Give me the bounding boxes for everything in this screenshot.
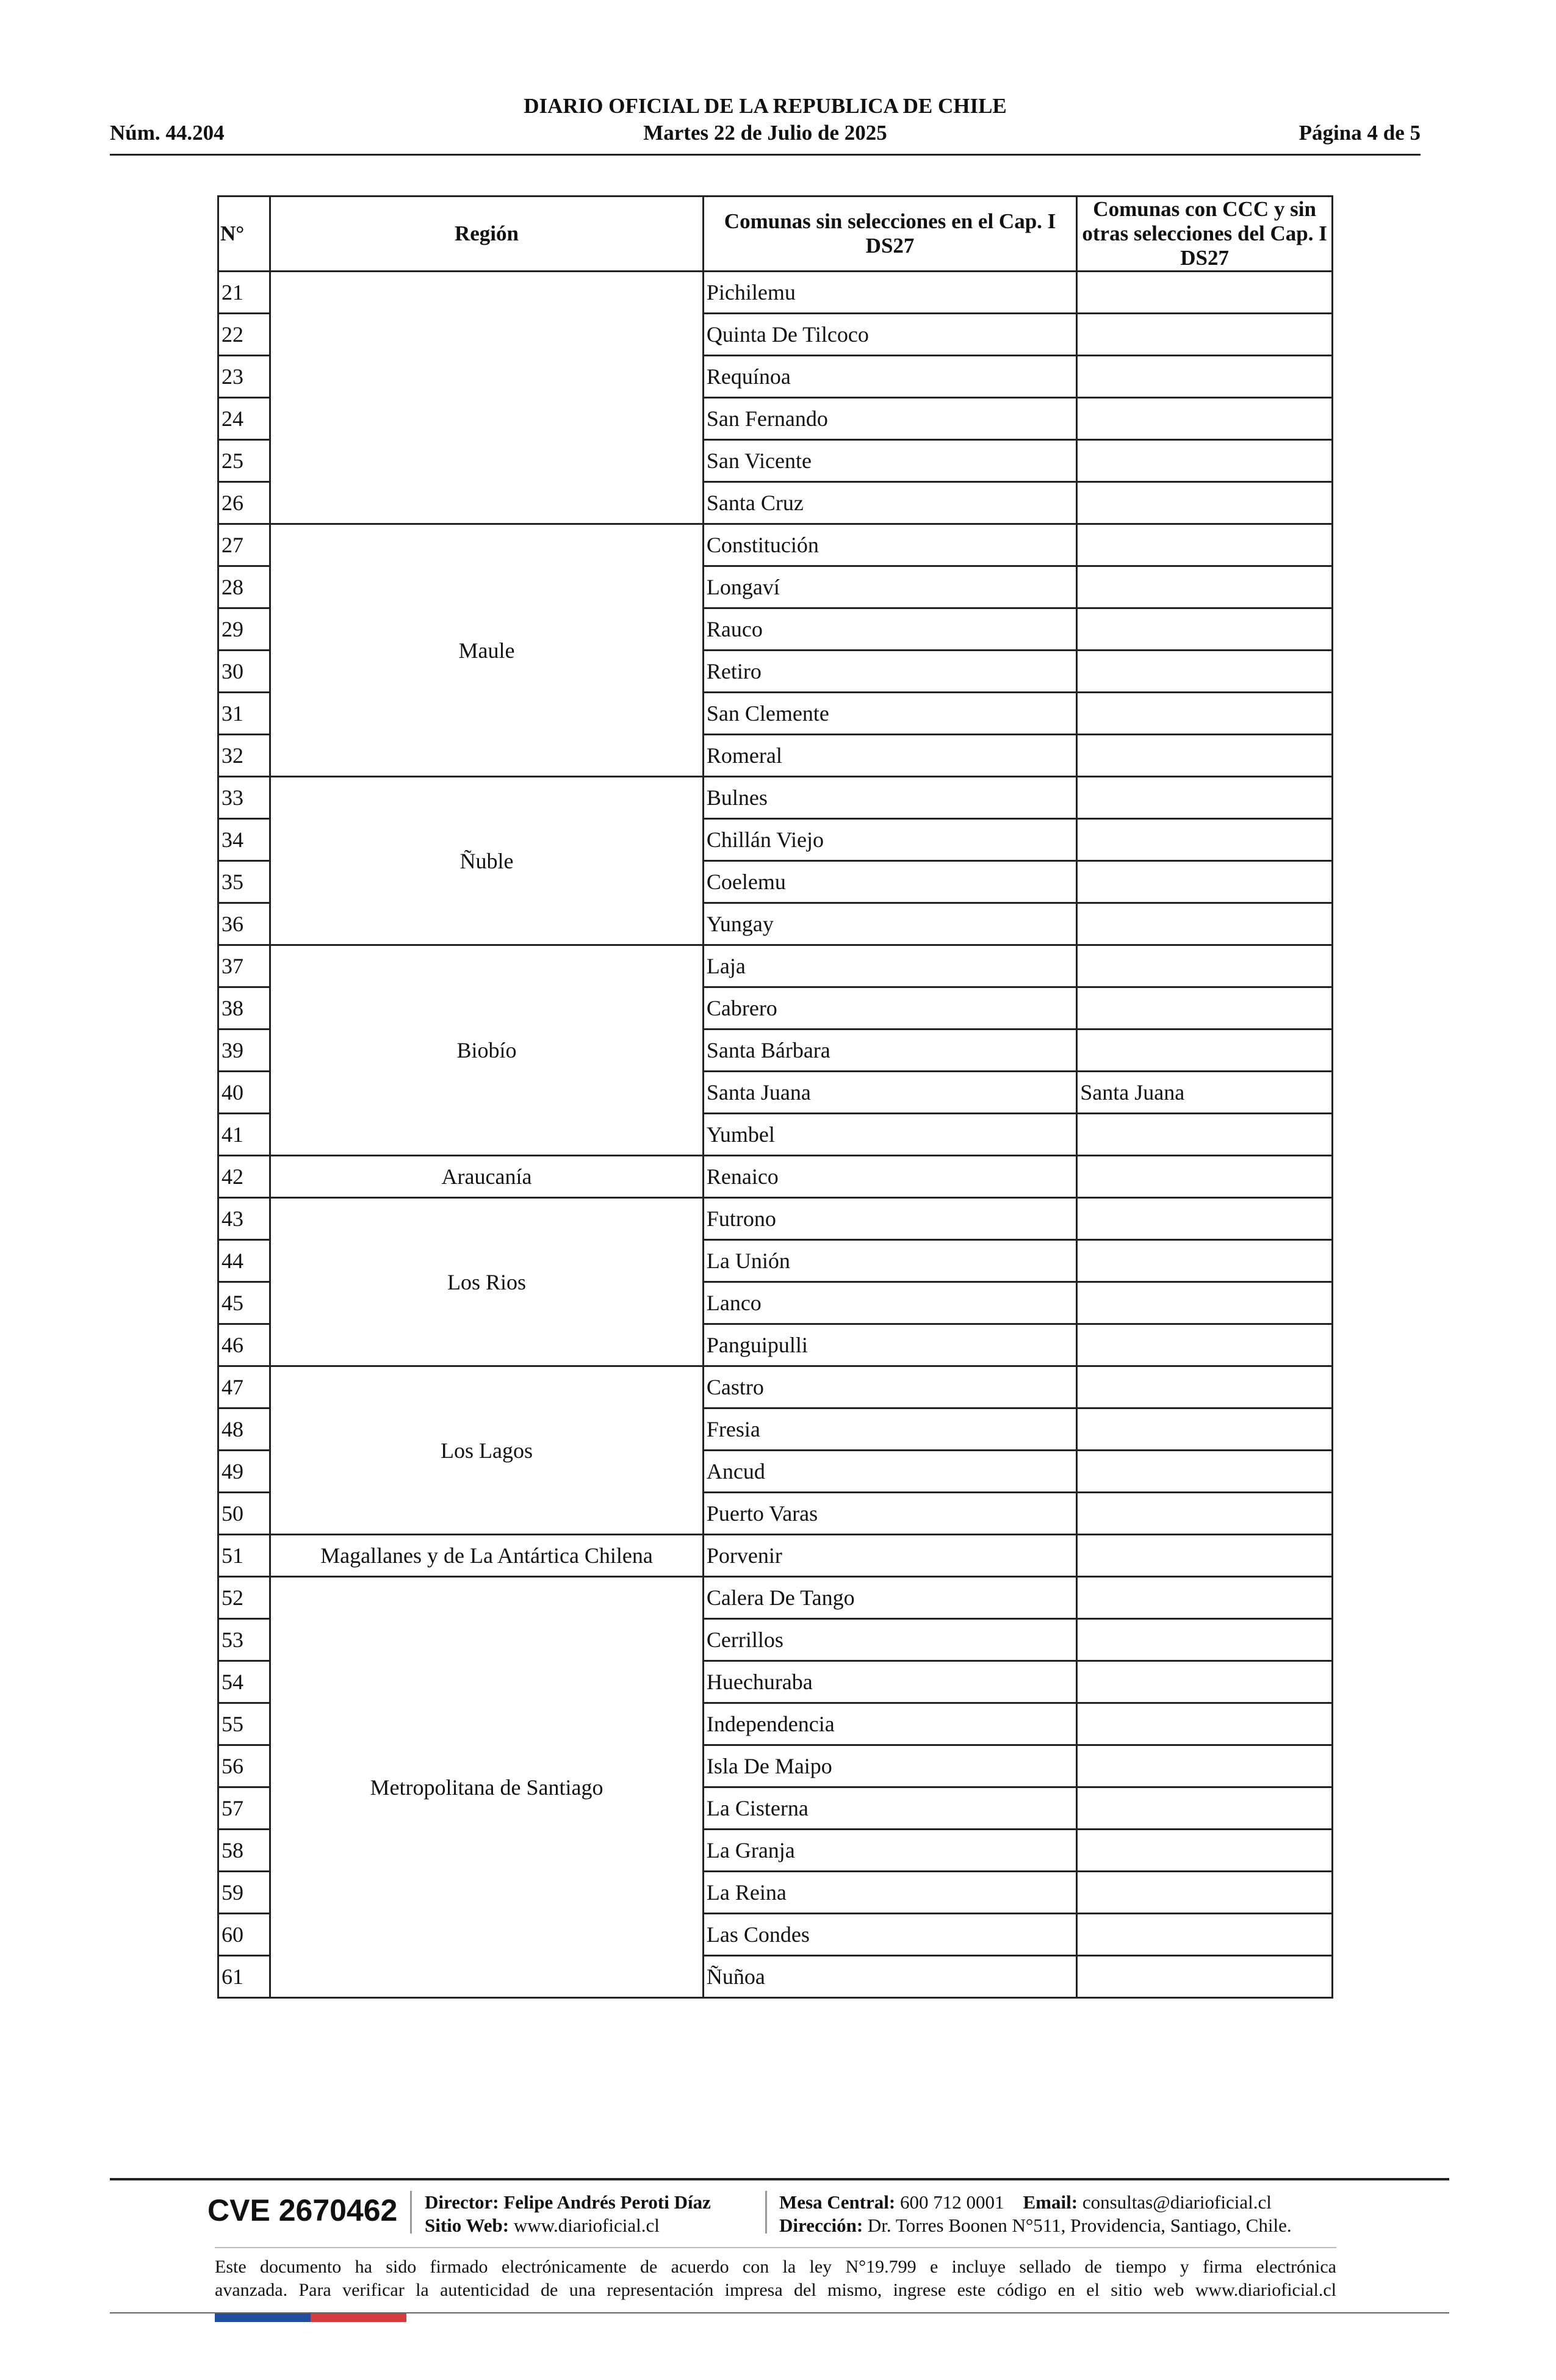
footer-contact-block — [779, 2191, 1292, 2237]
comuna-sin-selecciones: Santa Bárbara — [703, 1030, 1076, 1072]
row-number: 38 — [218, 987, 270, 1030]
comuna-con-ccc — [1077, 1114, 1333, 1156]
comunas-table — [217, 195, 1333, 1999]
comuna-con-ccc — [1077, 314, 1333, 356]
comuna-sin-selecciones: Calera De Tango — [703, 1577, 1076, 1619]
mesa-phone: 600 712 0001 — [900, 2191, 1004, 2213]
row-number: 61 — [218, 1956, 270, 1998]
comuna-sin-selecciones: Cabrero — [703, 987, 1076, 1030]
comuna-sin-selecciones: Fresia — [703, 1408, 1076, 1451]
comuna-con-ccc — [1077, 524, 1333, 566]
comuna-sin-selecciones: Independencia — [703, 1703, 1076, 1745]
comuna-con-ccc — [1077, 1366, 1333, 1408]
table-row — [218, 945, 1333, 987]
comuna-con-ccc — [1077, 1240, 1333, 1282]
comuna-con-ccc — [1077, 1408, 1333, 1451]
row-number: 30 — [218, 651, 270, 693]
row-number: 47 — [218, 1366, 270, 1408]
comuna-con-ccc — [1077, 1956, 1333, 1998]
row-number: 46 — [218, 1324, 270, 1366]
comuna-sin-selecciones: Panguipulli — [703, 1324, 1076, 1366]
footer-separator — [410, 2191, 412, 2234]
comuna-sin-selecciones: Bulnes — [703, 777, 1076, 819]
email-label: Email: — [1023, 2191, 1078, 2213]
comuna-sin-selecciones: Las Condes — [703, 1914, 1076, 1956]
header-center — [110, 93, 1421, 146]
comuna-con-ccc — [1077, 356, 1333, 398]
direccion-value: Dr. Torres Boonen N°511, Providencia, Santiago, Chile. — [867, 2215, 1292, 2236]
comuna-sin-selecciones: Santa Cruz — [703, 482, 1076, 524]
row-number: 32 — [218, 735, 270, 777]
director-name: Felipe Andrés Peroti Díaz — [503, 2191, 711, 2213]
comuna-sin-selecciones: Pichilemu — [703, 272, 1076, 314]
region-cell: Araucanía — [270, 1156, 704, 1198]
footer-separator — [765, 2191, 767, 2234]
comuna-con-ccc — [1077, 1156, 1333, 1198]
region-cell — [270, 272, 704, 524]
comuna-sin-selecciones: Coelemu — [703, 861, 1076, 903]
comuna-sin-selecciones: San Vicente — [703, 440, 1076, 482]
row-number: 53 — [218, 1619, 270, 1661]
row-number: 55 — [218, 1703, 270, 1745]
publication-title: DIARIO OFICIAL DE LA REPUBLICA DE CHILE — [524, 94, 1007, 118]
comuna-sin-selecciones: La Reina — [703, 1872, 1076, 1914]
row-number: 49 — [218, 1451, 270, 1493]
table-body — [218, 272, 1333, 1998]
region-cell: Ñuble — [270, 777, 704, 945]
comuna-sin-selecciones: Laja — [703, 945, 1076, 987]
website-link[interactable]: www.diarioficial.cl — [513, 2215, 660, 2236]
comuna-con-ccc — [1077, 1872, 1333, 1914]
comuna-sin-selecciones: Romeral — [703, 735, 1076, 777]
comuna-con-ccc — [1077, 1914, 1333, 1956]
email-address[interactable]: consultas@diarioficial.cl — [1082, 2191, 1272, 2213]
row-number: 37 — [218, 945, 270, 987]
comuna-sin-selecciones: Santa Juana — [703, 1072, 1076, 1114]
comuna-con-ccc: Santa Juana — [1077, 1072, 1333, 1114]
comuna-con-ccc — [1077, 1493, 1333, 1535]
row-number: 34 — [218, 819, 270, 861]
comuna-sin-selecciones: Quinta De Tilcoco — [703, 314, 1076, 356]
header-comunas-con-ccc: Comunas con CCC y sin otras selecciones del Cap. I DS27 — [1077, 197, 1333, 272]
row-number: 54 — [218, 1661, 270, 1703]
comuna-sin-selecciones: Yumbel — [703, 1114, 1076, 1156]
row-number: 39 — [218, 1030, 270, 1072]
flag-stripe-blue — [215, 2313, 311, 2322]
comuna-sin-selecciones: Huechuraba — [703, 1661, 1076, 1703]
row-number: 50 — [218, 1493, 270, 1535]
legal-line: Este documento ha sido firmado electrónicamente de acuerdo con la ley N°19.799 e incluye sellado de tiempo y firma electrónica — [215, 2257, 1336, 2277]
row-number: 59 — [218, 1872, 270, 1914]
website-label: Sitio Web: — [425, 2215, 510, 2236]
issue-number: Núm. 44.204 — [110, 121, 225, 145]
row-number: 41 — [218, 1114, 270, 1156]
comuna-con-ccc — [1077, 651, 1333, 693]
row-number: 45 — [218, 1282, 270, 1324]
comuna-sin-selecciones: Renaico — [703, 1156, 1076, 1198]
row-number: 48 — [218, 1408, 270, 1451]
comuna-con-ccc — [1077, 1030, 1333, 1072]
comuna-sin-selecciones: Cerrillos — [703, 1619, 1076, 1661]
comuna-sin-selecciones: Yungay — [703, 903, 1076, 945]
table-row — [218, 1156, 1333, 1198]
comuna-sin-selecciones: La Granja — [703, 1830, 1076, 1872]
comuna-con-ccc — [1077, 1830, 1333, 1872]
header-number: N° — [218, 197, 270, 272]
row-number: 28 — [218, 566, 270, 608]
row-number: 31 — [218, 693, 270, 735]
comuna-con-ccc — [1077, 272, 1333, 314]
legal-notice — [215, 2256, 1336, 2302]
comuna-sin-selecciones: Isla De Maipo — [703, 1745, 1076, 1787]
row-number: 57 — [218, 1787, 270, 1830]
comuna-con-ccc — [1077, 608, 1333, 651]
comuna-con-ccc — [1077, 566, 1333, 608]
comuna-sin-selecciones: Chillán Viejo — [703, 819, 1076, 861]
comuna-con-ccc — [1077, 861, 1333, 903]
row-number: 24 — [218, 398, 270, 440]
legal-divider — [215, 2247, 1336, 2248]
direccion-label: Dirección: — [779, 2215, 863, 2236]
comuna-con-ccc — [1077, 693, 1333, 735]
comuna-sin-selecciones: Retiro — [703, 651, 1076, 693]
region-cell: Los Rios — [270, 1198, 704, 1366]
comuna-sin-selecciones: Longaví — [703, 566, 1076, 608]
table-row — [218, 777, 1333, 819]
comuna-sin-selecciones: San Fernando — [703, 398, 1076, 440]
comuna-con-ccc — [1077, 735, 1333, 777]
row-number: 35 — [218, 861, 270, 903]
comuna-sin-selecciones: Lanco — [703, 1282, 1076, 1324]
comuna-con-ccc — [1077, 398, 1333, 440]
legal-line: avanzada. Para verificar la autenticidad de una representación impresa del mismo, ingrese este código en el sitio web www.diarioficial.cl — [215, 2280, 1336, 2300]
region-cell: Maule — [270, 524, 704, 777]
comuna-sin-selecciones: San Clemente — [703, 693, 1076, 735]
row-number: 52 — [218, 1577, 270, 1619]
comuna-con-ccc — [1077, 1577, 1333, 1619]
comuna-con-ccc — [1077, 1787, 1333, 1830]
comuna-con-ccc — [1077, 819, 1333, 861]
comuna-sin-selecciones: Ancud — [703, 1451, 1076, 1493]
publication-date: Martes 22 de Julio de 2025 — [643, 121, 887, 145]
table-row — [218, 524, 1333, 566]
region-cell: Metropolitana de Santiago — [270, 1577, 704, 1998]
row-number: 21 — [218, 272, 270, 314]
row-number: 58 — [218, 1830, 270, 1872]
comuna-con-ccc — [1077, 1619, 1333, 1661]
row-number: 44 — [218, 1240, 270, 1282]
row-number: 43 — [218, 1198, 270, 1240]
comuna-con-ccc — [1077, 1535, 1333, 1577]
row-number: 51 — [218, 1535, 270, 1577]
table-header-row — [218, 197, 1333, 272]
comuna-con-ccc — [1077, 440, 1333, 482]
director-label: Director: — [425, 2191, 499, 2213]
comuna-sin-selecciones: Porvenir — [703, 1535, 1076, 1577]
footer-director-block — [425, 2191, 711, 2237]
row-number: 22 — [218, 314, 270, 356]
table-row — [218, 1577, 1333, 1619]
comuna-con-ccc — [1077, 987, 1333, 1030]
row-number: 27 — [218, 524, 270, 566]
row-number: 23 — [218, 356, 270, 398]
comuna-con-ccc — [1077, 1282, 1333, 1324]
mesa-label: Mesa Central: — [779, 2191, 896, 2213]
table-row — [218, 1198, 1333, 1240]
comuna-sin-selecciones: Ñuñoa — [703, 1956, 1076, 1998]
region-cell: Los Lagos — [270, 1366, 704, 1535]
comuna-sin-selecciones: Constitución — [703, 524, 1076, 566]
comuna-con-ccc — [1077, 482, 1333, 524]
region-cell: Magallanes y de La Antártica Chilena — [270, 1535, 704, 1577]
comuna-con-ccc — [1077, 1661, 1333, 1703]
row-number: 60 — [218, 1914, 270, 1956]
comuna-sin-selecciones: Futrono — [703, 1198, 1076, 1240]
table-row — [218, 1535, 1333, 1577]
comuna-con-ccc — [1077, 1451, 1333, 1493]
header-comunas-sin-selecciones: Comunas sin selecciones en el Cap. I DS27 — [703, 197, 1076, 272]
page-header — [110, 93, 1421, 156]
comuna-sin-selecciones: Castro — [703, 1366, 1076, 1408]
row-number: 36 — [218, 903, 270, 945]
comuna-sin-selecciones: La Cisterna — [703, 1787, 1076, 1830]
footer-divider — [110, 2178, 1449, 2180]
comuna-con-ccc — [1077, 945, 1333, 987]
row-number: 42 — [218, 1156, 270, 1198]
comuna-sin-selecciones: Rauco — [703, 608, 1076, 651]
flag-stripe-red — [311, 2313, 406, 2322]
comuna-con-ccc — [1077, 1324, 1333, 1366]
comuna-con-ccc — [1077, 1703, 1333, 1745]
page-number: Página 4 de 5 — [1298, 121, 1421, 145]
comuna-con-ccc — [1077, 777, 1333, 819]
cve-code: CVE 2670462 — [207, 2193, 398, 2227]
table-row — [218, 272, 1333, 314]
row-number: 26 — [218, 482, 270, 524]
row-number: 29 — [218, 608, 270, 651]
table-row — [218, 1366, 1333, 1408]
row-number: 25 — [218, 440, 270, 482]
comuna-sin-selecciones: Requínoa — [703, 356, 1076, 398]
row-number: 33 — [218, 777, 270, 819]
header-region: Región — [270, 197, 704, 272]
comuna-con-ccc — [1077, 1745, 1333, 1787]
comuna-sin-selecciones: La Unión — [703, 1240, 1076, 1282]
row-number: 40 — [218, 1072, 270, 1114]
row-number: 56 — [218, 1745, 270, 1787]
comuna-sin-selecciones: Puerto Varas — [703, 1493, 1076, 1535]
comuna-con-ccc — [1077, 903, 1333, 945]
comuna-con-ccc — [1077, 1198, 1333, 1240]
region-cell: Biobío — [270, 945, 704, 1156]
